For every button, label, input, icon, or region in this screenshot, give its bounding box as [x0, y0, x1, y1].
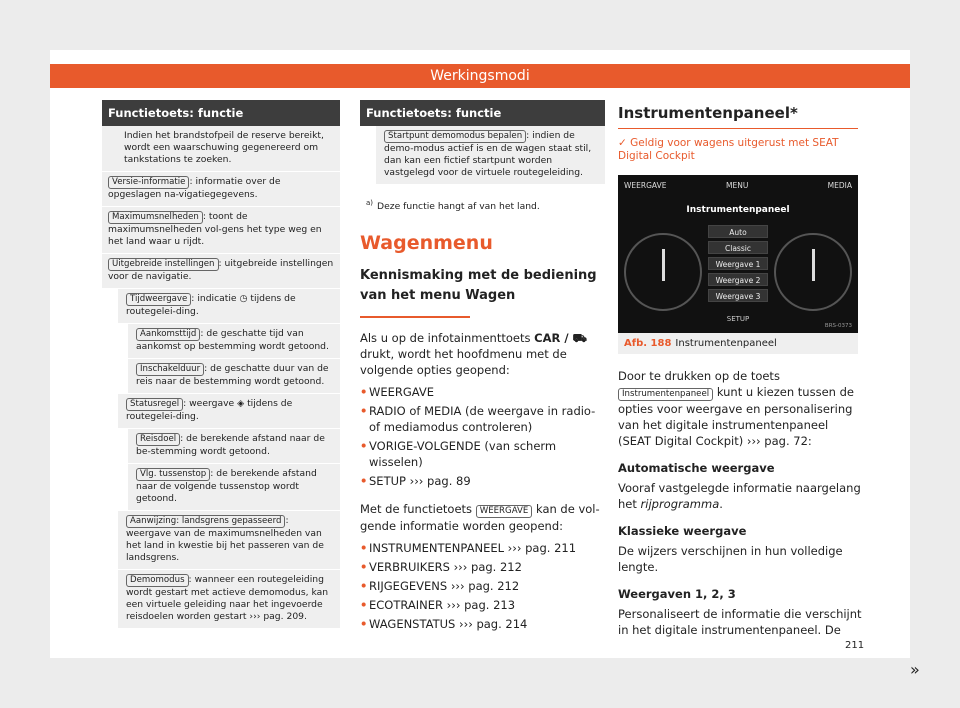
table-row [128, 464, 340, 511]
list-item: • WEERGAVE [360, 384, 605, 400]
row-text: : weergave van de maximumsnelheden van het land in kwestie bij het passeren van de landsgrens. [126, 515, 324, 563]
list-item: • WAGENSTATUS ››› pag. 214 [360, 616, 605, 632]
divider [360, 316, 470, 318]
paragraph: De wijzers verschijnen in hun volledige lengte. [618, 544, 843, 574]
list-item: • VORIGE-VOLGENDE (van scherm wisselen) [360, 438, 605, 470]
para-text: Door te drukken op de toets [618, 369, 780, 383]
gauge-right [774, 233, 852, 311]
weergave-key: WEERGAVE [476, 505, 533, 518]
para-text: . [719, 497, 723, 511]
column-2 [360, 100, 605, 632]
figure-code: BRS-0373 [824, 323, 852, 329]
row-text: : de geschatte duur van de reis naar de bestemming wordt getoond. [136, 363, 329, 387]
function-key: Startpunt demomodus bepalen [384, 130, 526, 143]
figure-setup: SETUP [726, 315, 750, 323]
list-item: • SETUP ››› pag. 89 [360, 473, 605, 489]
row-text: : wanneer een routegeleiding wordt gestart met actieve demomodus, kan een virtuele geleiding naar het ingevoerde reisdoelen worden gestart ››› pag. 209. [126, 574, 329, 622]
function-key: Versie-informatie [108, 176, 189, 189]
paragraph [618, 480, 863, 512]
function-key: Vlg. tussenstop [136, 468, 210, 481]
para-text: kunt u kiezen tussen de opties voor weergave en personalisering van het digitale instrumentenpaneel (SEAT Digital Cockpit) ››› pag. 72: [618, 385, 854, 448]
figure-menu-item: Weergave 2 [708, 273, 768, 286]
list-item: • VERBRUIKERS ››› pag. 212 [360, 559, 605, 575]
figure-title: Instrumentenpaneel [686, 205, 790, 215]
table-row [128, 429, 340, 464]
row-text: : de geschatte tijd van aankomst op bestemming wordt getoond. [136, 328, 329, 352]
paragraph [360, 501, 605, 534]
para-text: kan de vol-gende informatie worden geopend: [360, 502, 600, 534]
continue-mark: » [910, 660, 920, 679]
para-text: Met de functietoets [360, 502, 473, 517]
footnote-text: Deze functie hangt af van het land. [377, 201, 540, 213]
table-rows [102, 126, 340, 629]
subheading: Klassieke weergave [618, 524, 747, 538]
manual-page [50, 50, 920, 679]
row-text: : indien de demo-modus actief is en de wagen staat stil, dan kan een fictief startpunt worden vastgelegd voor de virtuele routegeleiding. [384, 130, 592, 178]
table-row [376, 126, 605, 185]
function-key: Inschakelduur [136, 363, 204, 376]
table-row [118, 570, 340, 629]
caption-text: Instrumentenpaneel [675, 338, 777, 349]
footnote [360, 199, 605, 212]
needle [812, 249, 815, 281]
options-list [360, 384, 605, 489]
subheading: Automatische weergave [618, 461, 775, 475]
figure-caption [618, 333, 858, 354]
function-key: Aanwijzing: landsgrens gepasseerd [126, 515, 285, 528]
table-title: Functietoets: functie [360, 100, 605, 126]
table-row [118, 394, 340, 429]
figure-menu-item: Weergave 3 [708, 289, 768, 302]
intro-text: drukt, wordt het hoofdmenu met de volgende opties geopend: [360, 347, 567, 378]
needle [662, 249, 665, 281]
figure-menu-item: Weergave 1 [708, 257, 768, 270]
function-key: Tijdweergave [126, 293, 191, 306]
para-emphasis: rijprogramma [640, 497, 720, 511]
table-row [118, 511, 340, 570]
list-item: • ECOTRAINER ››› pag. 213 [360, 597, 605, 613]
gauge-left [624, 233, 702, 311]
row-text: : toont de maximumsnelheden vol-gens het type weg en het land waar u rijdt. [108, 211, 322, 247]
function-key: Reisdoel [136, 433, 180, 446]
table-row [118, 289, 340, 324]
row-text: : indicatie ◷ tijdens de routegelei-ding. [126, 293, 296, 317]
row-text: : de berekende afstand naar de be-stemming wordt getoond. [136, 433, 325, 457]
section-header: Werkingsmodi [50, 64, 910, 88]
figure-menu: MENU [726, 181, 749, 190]
paragraph: Personaliseert de informatie die verschijnt in het digitale instrumentenpaneel. De [618, 607, 862, 637]
row-text: Indien het brandstofpeil de reserve bereikt, wordt een waarschuwing gegenereerd om tankstations te zoeken. [124, 130, 324, 165]
subheading: Weergaven 1, 2, 3 [618, 587, 736, 601]
figure-topbar [618, 181, 858, 193]
paragraph [618, 368, 863, 449]
car-key: CAR / ⛟ [534, 331, 588, 346]
function-key: Uitgebreide instellingen [108, 258, 219, 271]
validity-note: ✓ Geldig voor wagens uitgerust met SEAT Digital Cockpit [618, 137, 839, 162]
page-number: 211 [845, 640, 865, 651]
caption-number: Afb. 188 [624, 338, 672, 349]
intro-paragraph [360, 330, 605, 378]
table-row [102, 126, 340, 172]
para-text: Vooraf vastgelegde informatie naargelang het [618, 481, 861, 511]
instrument-panel-figure [618, 175, 858, 333]
section-title: Wagenmenu [360, 232, 493, 255]
row-text: : informatie over de opgeslagen na-vigatiegegevens. [108, 176, 281, 200]
function-table-1 [102, 100, 340, 629]
subsection-title: Kennismaking met de bediening van het menu Wagen [360, 268, 597, 304]
figure-media: MEDIA [827, 181, 852, 190]
instrumentenpaneel-key: Instrumentenpaneel [618, 388, 713, 401]
function-key: Demomodus [126, 574, 189, 587]
row-text: : uitgebreide instellingen voor de navigatie. [108, 258, 334, 282]
function-key: Statusregel [126, 398, 183, 411]
figure-weergave: WEERGAVE [624, 181, 667, 190]
row-text: : de berekende afstand naar de volgende tussenstop wordt getoond. [136, 468, 317, 504]
section-title: Instrumentenpaneel* [618, 104, 798, 122]
options-list-2 [360, 540, 605, 632]
row-text: : weergave ◈ tijdens de routegelei-ding. [126, 398, 293, 422]
function-key: Maximumsnelheden [108, 211, 203, 224]
table-row [128, 324, 340, 359]
table-row [102, 207, 340, 254]
function-key: Aankomsttijd [136, 328, 200, 341]
intro-text: Als u op de infotainmenttoets [360, 331, 531, 346]
table-row [128, 359, 340, 394]
figure-menu-item: Auto [708, 225, 768, 238]
footnote-mark: a) [366, 199, 374, 207]
table-row [102, 254, 340, 289]
figure-menu-list [708, 225, 768, 305]
divider [618, 128, 858, 129]
list-item: • INSTRUMENTENPANEEL ››› pag. 211 [360, 540, 605, 556]
column-3 [618, 100, 863, 638]
table-title: Functietoets: functie [102, 100, 340, 126]
table-row [102, 172, 340, 207]
list-item: • RIJGEGEVENS ››› pag. 212 [360, 578, 605, 594]
figure-menu-item: Classic [708, 241, 768, 254]
list-item: • RADIO of MEDIA (de weergave in radio- of mediamodus controleren) [360, 403, 605, 435]
